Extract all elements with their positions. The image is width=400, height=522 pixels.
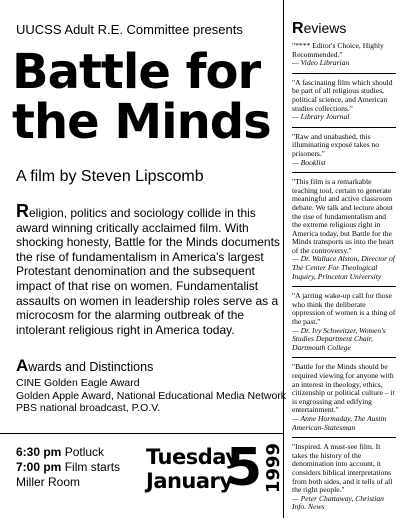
section-divider bbox=[0, 433, 283, 434]
review-source: — Anne Hormaday, The Austin American-Statesman bbox=[292, 413, 387, 432]
potluck-label: Potluck bbox=[64, 445, 105, 459]
review-quote: "Raw and unabashed, this illuminating exposé takes no prisoners." bbox=[292, 131, 380, 158]
film-time: 7:00 pm bbox=[16, 460, 62, 474]
potluck-time: 6:30 pm bbox=[16, 445, 62, 459]
review-quote: "**** Editor's Choice, Highly Recommended." bbox=[292, 41, 384, 59]
review-item bbox=[292, 178, 396, 287]
review-source: — Library Journal bbox=[292, 112, 350, 122]
review-source: — Dr. Wallace Alston, Director of The Center For Theological Inquiry, Princeton University bbox=[292, 254, 395, 281]
awards-heading-text: wards and Distinctions bbox=[28, 360, 154, 374]
presenter-line: UUCSS Adult R.E. Committee presents bbox=[16, 22, 243, 37]
description-text: eligion, politics and sociology collide in this award winning critically acclaimed film. With shocking honesty, Battle for the Minds documents the rise of fundamentalism in America's largest Protestant denomination and the subsequent impact of that rise on women. Fundamentalist assaults on women in leadership roles serve as a microcosm for the alarming outbreak of the intolerant religious right in America today. bbox=[16, 206, 280, 337]
event-month: January bbox=[146, 469, 233, 493]
event-location: Miller Room bbox=[16, 475, 81, 489]
review-item bbox=[292, 79, 396, 128]
reviews-sidebar bbox=[283, 0, 400, 518]
review-source: — Peter Chattaway, Christian Info. News bbox=[292, 493, 384, 512]
review-item bbox=[292, 42, 396, 74]
award-item: CINE Golden Eagle Award bbox=[16, 377, 140, 389]
review-source: — Dr. Ivy Schweitzer, Women's Studies Department Chair, Dartmouth College bbox=[292, 325, 386, 352]
film-label: Film starts bbox=[64, 460, 121, 474]
film-description bbox=[16, 201, 284, 337]
film-title bbox=[12, 44, 282, 150]
review-item bbox=[292, 133, 396, 173]
award-item: PBS national broadcast, P.O.V. bbox=[16, 402, 161, 414]
review-item bbox=[292, 292, 396, 358]
potluck-line bbox=[16, 445, 120, 460]
reviews-heading-text: eviews bbox=[303, 20, 347, 36]
review-quote: "Battle for the Minds should be required viewing for anyone with an interest in theology, ethics, citizenship or political culture – it is engrossing and edifying entertainment." bbox=[292, 362, 395, 415]
awards-dropcap: A bbox=[16, 356, 29, 375]
reviews-dropcap: R bbox=[292, 20, 304, 37]
byline: A film by Steven Lipscomb bbox=[16, 168, 204, 185]
description-dropcap: R bbox=[16, 201, 29, 221]
review-source: — Video Librarian bbox=[292, 58, 350, 68]
awards-heading bbox=[16, 358, 153, 375]
review-quote: "This film is a remarkable teaching tool, certain to generate meaningful and active classroom debate. We talk and lecture about the rise of fundamentalism and the extreme religious right in America today, but Battle for the Minds transports us into the heart of the controversy." bbox=[292, 177, 394, 255]
review-quote: "A fascinating film which should be part of all religious studies, political science, and American studies collections." bbox=[292, 77, 393, 113]
event-date bbox=[146, 445, 238, 493]
reviews-heading bbox=[292, 20, 346, 37]
film-start-line bbox=[16, 460, 120, 475]
event-weekday: Tuesday bbox=[146, 445, 239, 469]
event-schedule bbox=[16, 445, 120, 490]
review-quote: "Inspired. A must-see film. It takes the history of the denomination into account, it considers biblical interpretations from both sides, and it tells of all the right people." bbox=[292, 442, 393, 495]
awards-list bbox=[16, 377, 287, 415]
review-item bbox=[292, 443, 396, 517]
film-title-line-1: Battle for bbox=[12, 44, 261, 100]
award-item: Golden Apple Award, National Educational Media Network bbox=[16, 389, 287, 402]
review-source: — Booklist bbox=[292, 157, 326, 167]
reviews-list bbox=[292, 42, 396, 522]
event-year: 1999 bbox=[263, 442, 284, 494]
event-day: 5 bbox=[226, 438, 263, 498]
review-quote: "A jarring wake-up call for those who think the deliberate oppression of women is a thing of the past." bbox=[292, 291, 396, 327]
review-item bbox=[292, 363, 396, 438]
film-title-line-2: the Minds bbox=[12, 94, 271, 150]
